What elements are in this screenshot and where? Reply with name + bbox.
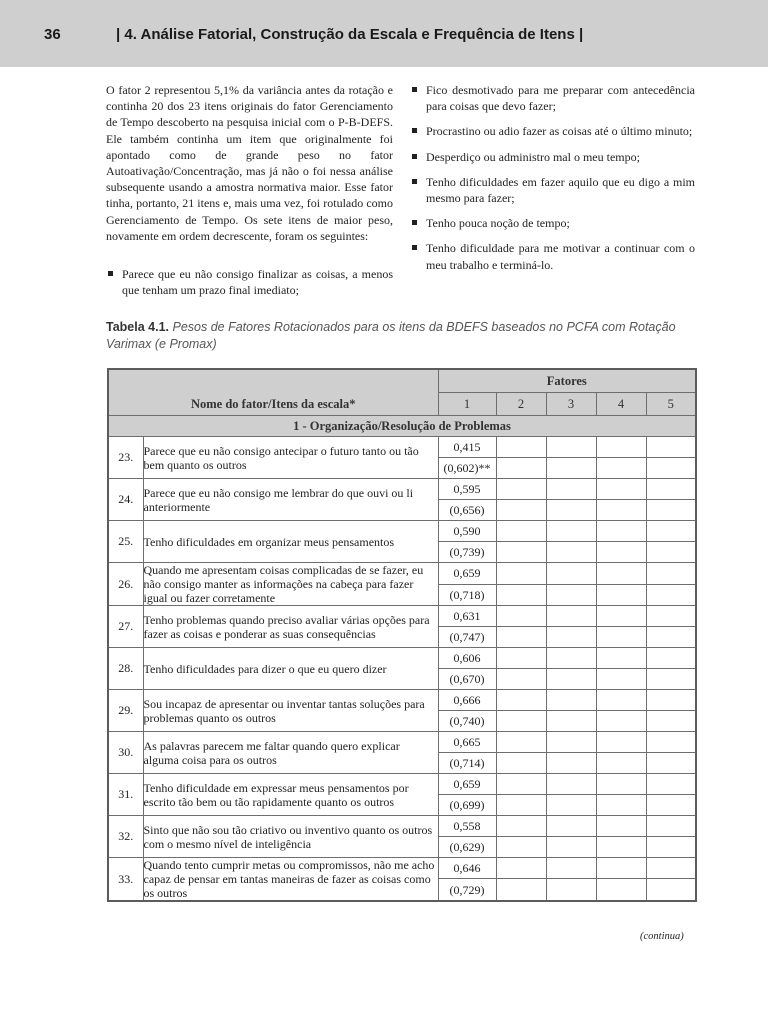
table-row (108, 648, 696, 669)
empty-cell (646, 584, 696, 606)
varimax-loading: 0,606 (438, 648, 496, 669)
intro-paragraph: O fator 2 representou 5,1% da variância antes da rotação e continha 20 dos 23 itens originais do fator Gerenciamento de Tempo descoberto na pesquisa inicial com o P-B-DEFS. Ele também continha um item que originalmente foi apontado como de grande peso no fator Autoativação/Concentração, mas já não o foi nessa análise subsequente usando a amostra normativa maior. Esse fator tinha, portanto, 21 itens e, mais uma vez, foi rotulado como Gerenciamento de Tempo. Os sete itens de maior peso, novamente em ordem decrescente, foram os seguintes: (106, 83, 393, 243)
bullet-text: Tenho pouca noção de tempo; (426, 216, 570, 231)
empty-cell (596, 753, 646, 774)
empty-cell (646, 606, 696, 627)
factor-number: 2 (496, 393, 546, 416)
item-number: 28. (108, 648, 143, 690)
factor-loadings-table (107, 368, 697, 902)
empty-cell (546, 479, 596, 500)
empty-cell (496, 479, 546, 500)
varimax-loading: 0,666 (438, 690, 496, 711)
item-text: Quando me apresentam coisas complicadas de se fazer, eu não consigo manter as informações na cabeça para fazer igual ou fazer corretamente (143, 563, 438, 606)
empty-cell (596, 690, 646, 711)
bullet-text: Tenho dificuldades em fazer aquilo que eu digo a mim mesmo para fazer; (426, 174, 695, 206)
empty-cell (646, 542, 696, 563)
empty-cell (596, 479, 646, 500)
empty-cell (496, 542, 546, 563)
empty-cell (596, 521, 646, 542)
empty-cell (546, 542, 596, 563)
empty-cell (646, 690, 696, 711)
bullet-text: Desperdiço ou administro mal o meu tempo; (426, 149, 640, 164)
empty-cell (596, 606, 646, 627)
empty-cell (646, 858, 696, 879)
empty-cell (646, 669, 696, 690)
item-number: 24. (108, 479, 143, 521)
empty-cell (546, 690, 596, 711)
empty-cell (596, 837, 646, 858)
empty-cell (496, 606, 546, 627)
bullet-item (410, 149, 695, 165)
empty-cell (496, 879, 546, 901)
varimax-loading: 0,659 (438, 563, 496, 585)
item-number: 23. (108, 437, 143, 479)
varimax-loading: 0,558 (438, 816, 496, 837)
empty-cell (596, 879, 646, 901)
table-row (108, 732, 696, 753)
empty-cell (646, 732, 696, 753)
item-number: 26. (108, 563, 143, 606)
empty-cell (496, 816, 546, 837)
promax-loading: (0,656) (438, 500, 496, 521)
factor-number: 1 (438, 393, 496, 416)
empty-cell (496, 500, 546, 521)
table-body (108, 416, 696, 902)
empty-cell (546, 879, 596, 901)
factor-number: 5 (646, 393, 696, 416)
empty-cell (496, 774, 546, 795)
bullet-item (410, 215, 695, 231)
factors-header: Fatores (438, 369, 696, 393)
promax-loading: (0,699) (438, 795, 496, 816)
empty-cell (596, 858, 646, 879)
item-number: 33. (108, 858, 143, 902)
empty-cell (496, 437, 546, 458)
page-header (0, 0, 768, 67)
table-caption (106, 319, 696, 353)
empty-cell (546, 627, 596, 648)
varimax-loading: 0,595 (438, 479, 496, 500)
empty-cell (546, 732, 596, 753)
empty-cell (546, 563, 596, 585)
empty-cell (546, 584, 596, 606)
square-bullet-icon (412, 245, 417, 250)
varimax-loading: 0,415 (438, 437, 496, 458)
empty-cell (496, 563, 546, 585)
empty-cell (596, 648, 646, 669)
item-number: 32. (108, 816, 143, 858)
empty-cell (596, 500, 646, 521)
item-text: Tenho problemas quando preciso avaliar várias opções para fazer as coisas e ponderar as suas consequências (143, 606, 438, 648)
empty-cell (546, 837, 596, 858)
item-number: 25. (108, 521, 143, 563)
section-row (108, 416, 696, 437)
chapter-title: | 4. Análise Fatorial, Construção da Escala e Frequência de Itens | (116, 26, 584, 43)
empty-cell (646, 774, 696, 795)
empty-cell (646, 879, 696, 901)
empty-cell (546, 711, 596, 732)
empty-cell (596, 437, 646, 458)
caption-label: Tabela 4.1. (106, 320, 169, 334)
left-column (106, 82, 393, 306)
empty-cell (496, 627, 546, 648)
bullet-text: Parece que eu não consigo finalizar as coisas, a menos que tenham um prazo final imediato; (122, 267, 393, 298)
empty-cell (596, 711, 646, 732)
table-row (108, 774, 696, 795)
empty-cell (646, 500, 696, 521)
empty-cell (496, 858, 546, 879)
empty-cell (546, 816, 596, 837)
table-row (108, 606, 696, 627)
table-row (108, 816, 696, 837)
table-row (108, 690, 696, 711)
empty-cell (496, 690, 546, 711)
item-text: Parece que eu não consigo antecipar o futuro tanto ou tão bem quanto os outros (143, 437, 438, 479)
item-number: 27. (108, 606, 143, 648)
table-row (108, 858, 696, 879)
promax-loading: (0,670) (438, 669, 496, 690)
continuation-note: (continua) (640, 931, 684, 942)
factor-number: 3 (546, 393, 596, 416)
item-text: As palavras parecem me faltar quando quero explicar alguma coisa para os outros (143, 732, 438, 774)
square-bullet-icon (108, 271, 113, 276)
page-number: 36 (44, 26, 61, 43)
empty-cell (646, 479, 696, 500)
item-text: Tenho dificuldades em organizar meus pensamentos (143, 521, 438, 563)
empty-cell (646, 521, 696, 542)
square-bullet-icon (412, 179, 417, 184)
promax-loading: (0,729) (438, 879, 496, 901)
varimax-loading: 0,659 (438, 774, 496, 795)
bullet-item (410, 240, 695, 272)
empty-cell (546, 795, 596, 816)
empty-cell (496, 711, 546, 732)
empty-cell (546, 648, 596, 669)
empty-cell (496, 458, 546, 479)
empty-cell (496, 521, 546, 542)
bullet-item (106, 266, 393, 298)
item-text: Quando tento cumprir metas ou compromissos, não me acho capaz de pensar em tantas maneiras de fazer as coisas como os outros (143, 858, 438, 902)
varimax-loading: 0,631 (438, 606, 496, 627)
item-number: 30. (108, 732, 143, 774)
empty-cell (546, 774, 596, 795)
table-row (108, 479, 696, 500)
empty-cell (496, 837, 546, 858)
table-header-row (108, 369, 696, 393)
promax-loading: (0,602)** (438, 458, 496, 479)
table-row (108, 563, 696, 585)
bullet-text: Procrastino ou adio fazer as coisas até o último minuto; (426, 124, 693, 139)
empty-cell (496, 795, 546, 816)
empty-cell (596, 816, 646, 837)
empty-cell (596, 458, 646, 479)
promax-loading: (0,739) (438, 542, 496, 563)
empty-cell (596, 584, 646, 606)
square-bullet-icon (412, 220, 417, 225)
square-bullet-icon (412, 128, 417, 133)
empty-cell (496, 753, 546, 774)
empty-cell (596, 774, 646, 795)
empty-cell (646, 458, 696, 479)
empty-cell (646, 563, 696, 585)
item-text: Tenho dificuldades para dizer o que eu quero dizer (143, 648, 438, 690)
item-text: Parece que eu não consigo me lembrar do que ouvi ou li anteriormente (143, 479, 438, 521)
empty-cell (596, 627, 646, 648)
empty-cell (596, 795, 646, 816)
promax-loading: (0,740) (438, 711, 496, 732)
empty-cell (496, 648, 546, 669)
varimax-loading: 0,590 (438, 521, 496, 542)
factor-number: 4 (596, 393, 646, 416)
bullet-item (410, 82, 695, 114)
table-row (108, 437, 696, 458)
empty-cell (546, 753, 596, 774)
empty-cell (546, 437, 596, 458)
right-column (410, 82, 695, 282)
empty-cell (596, 563, 646, 585)
empty-cell (546, 606, 596, 627)
empty-cell (546, 669, 596, 690)
caption-text: Pesos de Fatores Rotacionados para os itens da BDEFS baseados no PCFA com Rotação Varimax (e Promax) (106, 320, 676, 351)
empty-cell (496, 669, 546, 690)
empty-cell (546, 858, 596, 879)
empty-cell (646, 627, 696, 648)
empty-cell (596, 669, 646, 690)
bullet-text: Fico desmotivado para me preparar com antecedência para coisas que devo fazer; (426, 83, 695, 114)
empty-cell (646, 648, 696, 669)
promax-loading: (0,747) (438, 627, 496, 648)
empty-cell (546, 521, 596, 542)
empty-cell (496, 732, 546, 753)
varimax-loading: 0,665 (438, 732, 496, 753)
empty-cell (496, 584, 546, 606)
empty-cell (596, 542, 646, 563)
empty-cell (546, 500, 596, 521)
section-title: 1 - Organização/Resolução de Problemas (108, 416, 696, 437)
empty-cell (646, 711, 696, 732)
empty-cell (596, 732, 646, 753)
item-text: Tenho dificuldade em expressar meus pensamentos por escrito tão bem ou tão rapidamente quanto os outros (143, 774, 438, 816)
empty-cell (646, 753, 696, 774)
table-row (108, 521, 696, 542)
item-text: Sinto que não sou tão criativo ou inventivo quanto os outros com o mesmo nível de inteligência (143, 816, 438, 858)
bullet-item (410, 174, 695, 206)
promax-loading: (0,718) (438, 584, 496, 606)
right-bullet-list (410, 82, 695, 273)
item-name-header: Nome do fator/Itens da escala* (108, 369, 438, 416)
left-bullet-list (106, 266, 393, 298)
promax-loading: (0,714) (438, 753, 496, 774)
bullet-text: Tenho dificuldade para me motivar a continuar com o meu trabalho e terminá-lo. (426, 241, 695, 272)
square-bullet-icon (412, 154, 417, 159)
varimax-loading: 0,646 (438, 858, 496, 879)
item-number: 31. (108, 774, 143, 816)
empty-cell (546, 458, 596, 479)
empty-cell (646, 837, 696, 858)
item-text: Sou incapaz de apresentar ou inventar tantas soluções para problemas quanto os outros (143, 690, 438, 732)
empty-cell (646, 437, 696, 458)
item-number: 29. (108, 690, 143, 732)
promax-loading: (0,629) (438, 837, 496, 858)
bullet-item (410, 123, 695, 139)
empty-cell (646, 816, 696, 837)
square-bullet-icon (412, 87, 417, 92)
empty-cell (646, 795, 696, 816)
